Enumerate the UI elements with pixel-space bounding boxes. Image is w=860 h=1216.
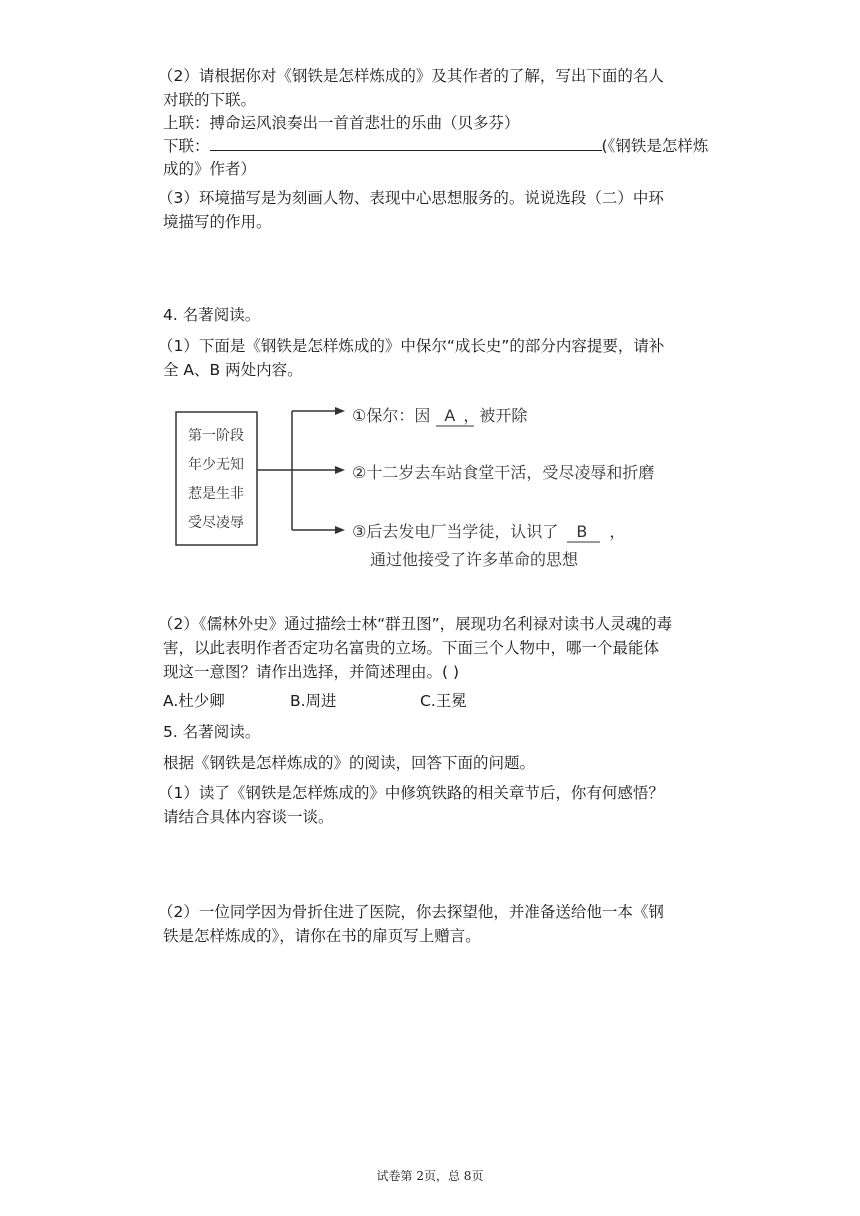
q4-title: 4. 名著阅读。 (163, 306, 261, 324)
q3-sub2-line2: 对联的下联。 (163, 91, 257, 109)
q5-sub2-line1: （2）一位同学因为骨折住进了医院，你去探望他，并准备送给他一本《钢 (158, 903, 664, 921)
q3-sub2-line1: （2）请根据你对《钢铁是怎样炼成的》及其作者的了解，写出下面的名人 (158, 67, 664, 85)
box-line-2: 年少无知 (188, 457, 244, 473)
q5-sub2-line2: 铁是怎样炼成的》，请你在书的扉页写上赠言。 (163, 927, 481, 945)
box-line-4: 受尽凌辱 (188, 515, 244, 531)
q3-sub3-line2: 境描写的作用。 (163, 213, 272, 231)
lower-couplet-tail: (《钢铁是怎样炼 (601, 137, 709, 155)
lower-couplet-line2: 成的》作者） (163, 160, 257, 178)
q4-sub1-line1: （1）下面是《钢铁是怎样炼成的》中保尔“成长史”的部分内容提要，请补 (158, 337, 665, 355)
diagram-item-2: ②十二岁去车站食堂干活，受尽凌辱和折磨 (352, 463, 655, 482)
diagram-item-3 (352, 522, 625, 541)
item1-post: ，被开除 (463, 406, 528, 425)
q4-sub1-line2: 全 A、B 两处内容。 (163, 361, 303, 379)
page-footer: 试卷第 2页，总 8页 (376, 1169, 484, 1183)
diagram-item-3-line2: 通过他接受了许多革命的思想 (370, 550, 579, 569)
item3-blank: B (576, 522, 588, 541)
item3-post: ， (609, 522, 626, 541)
lower-couplet-label: 下联： (163, 137, 210, 155)
diagram-item-1 (352, 406, 528, 425)
item1-blank: A (444, 406, 456, 425)
q4-sub2-line3: 现这一意图？请作出选择，并简述理由。( ) (163, 663, 460, 681)
growth-diagram (0, 0, 860, 600)
option-a[interactable]: A.杜少卿 (163, 692, 225, 710)
arrow-3-head (335, 526, 345, 534)
option-b[interactable]: B.周进 (290, 692, 337, 710)
item1-pre: ①保尔：因 (352, 406, 431, 425)
q3-sub3-line1: （3）环境描写是为刻画人物、表现中心思想服务的。说说选段（二）中环 (158, 189, 664, 207)
q4-sub2-line2: 害，以此表明作者否定功名富贵的立场。下面三个人物中，哪一个最能体 (163, 639, 660, 657)
q5-sub1-line1: （1）读了《钢铁是怎样炼成的》中修筑铁路的相关章节后，你有何感悟？ (158, 784, 664, 802)
q5-title: 5. 名著阅读。 (163, 723, 261, 741)
upper-couplet: 上联：搏命运风浪奏出一首首悲壮的乐曲（贝多芬） (163, 114, 520, 132)
q5-intro: 根据《钢铁是怎样炼成的》的阅读，回答下面的问题。 (163, 754, 536, 772)
box-line-3: 惹是生非 (188, 486, 244, 502)
q5-sub1-line2: 请结合具体内容谈一谈。 (163, 808, 334, 826)
q4-sub2-line1: （2）《儒林外史》通过描绘士林“群丑图”，展现功名利禄对读书人灵魂的毒 (158, 615, 673, 633)
arrow-2-head (335, 466, 345, 474)
item3-pre: ③后去发电厂当学徒，认识了 (352, 522, 559, 541)
box-line-1: 第一阶段 (188, 428, 244, 444)
option-c[interactable]: C.王冕 (420, 692, 467, 710)
arrow-1-head (335, 407, 345, 415)
